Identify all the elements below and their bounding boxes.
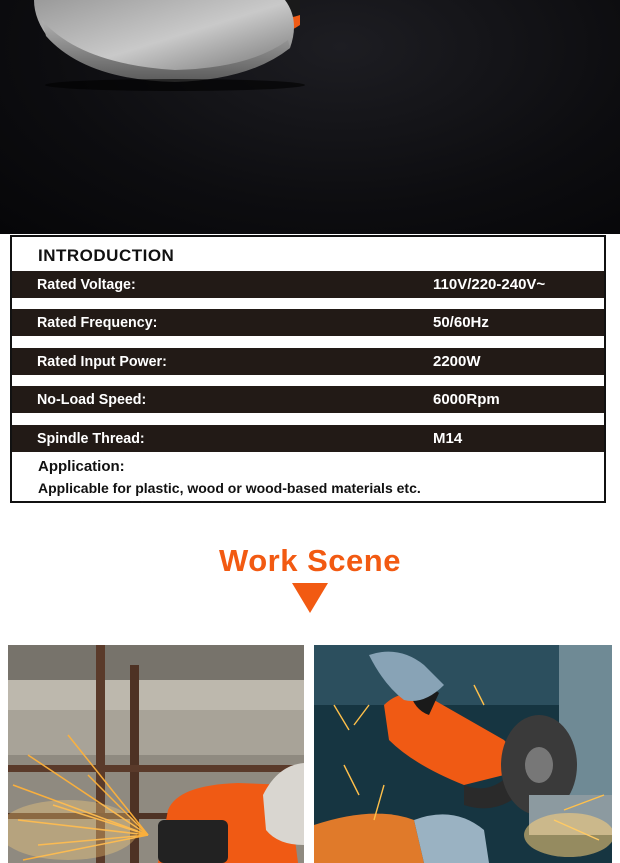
spec-value: 6000Rpm xyxy=(433,391,500,408)
spec-value: 50/60Hz xyxy=(433,314,489,331)
grinder-disc-illustration xyxy=(0,0,620,234)
spec-row-rated-voltage xyxy=(12,271,604,298)
introduction-spec-box xyxy=(10,235,606,503)
grinding-metal-illustration xyxy=(314,645,612,863)
spec-row-rated-input-power xyxy=(12,348,604,375)
work-scene-photo-left xyxy=(8,645,304,863)
spec-value: 2200W xyxy=(433,353,481,370)
work-scene-photo-right xyxy=(314,645,612,863)
spec-row-rated-frequency xyxy=(12,309,604,336)
application-text: Applicable for plastic, wood or wood-based materials etc. xyxy=(38,480,421,496)
spec-label: Rated Input Power: xyxy=(37,353,167,370)
application-title: Application: xyxy=(38,458,125,475)
spec-row-no-load-speed xyxy=(12,386,604,413)
spec-value: 110V/220-240V~ xyxy=(433,276,546,293)
hero-product-image xyxy=(0,0,620,234)
down-arrow-icon xyxy=(292,583,328,613)
spec-label: Spindle Thread: xyxy=(37,430,145,447)
spec-row-spindle-thread xyxy=(12,425,604,452)
work-scene-title: Work Scene xyxy=(219,543,401,578)
grinding-rebar-illustration xyxy=(8,645,304,863)
spec-label: Rated Voltage: xyxy=(37,276,136,293)
spec-value: M14 xyxy=(433,430,463,447)
introduction-title: INTRODUCTION xyxy=(38,246,175,265)
spec-label: Rated Frequency: xyxy=(37,314,158,331)
spec-label: No-Load Speed: xyxy=(37,391,147,408)
